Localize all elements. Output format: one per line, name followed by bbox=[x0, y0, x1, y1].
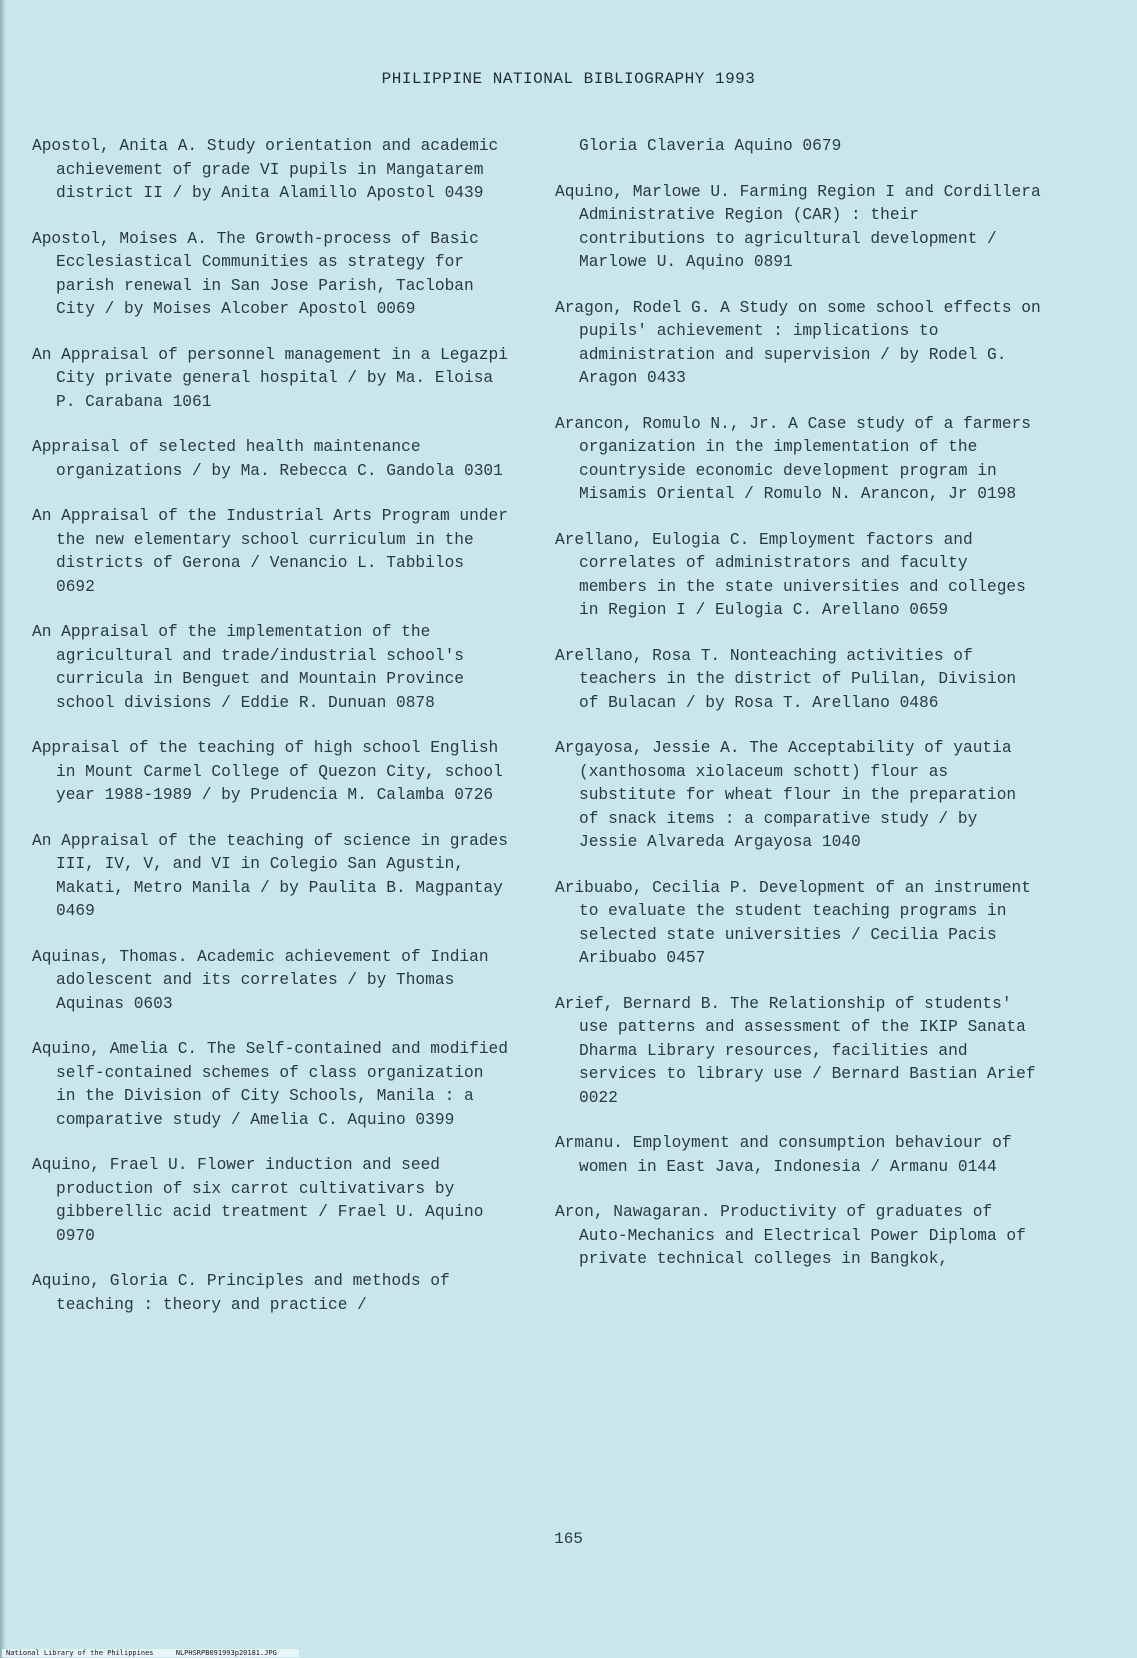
bib-entry: Aragon, Rodel G. A Study on some school effects on pupils' achievement : implications to administration and supervision / by Rodel G. Aragon 0433 bbox=[555, 298, 1041, 387]
bib-entry: Aquino, Amelia C. The Self-contained and modified self-contained schemes of class organization in the Division of City Schools, Manila : a comparative study / Amelia C. Aquino 0399 bbox=[32, 1040, 508, 1129]
bib-entry: Appraisal of selected health maintenance organizations / by Ma. Rebecca C. Gandola 0301 bbox=[32, 438, 503, 480]
right-column bbox=[555, 135, 1045, 1294]
bib-entry: An Appraisal of the teaching of science in grades III, IV, V, and VI in Colegio San Agustin, Makati, Metro Manila / by Paulita B. Magpantay 0469 bbox=[32, 831, 508, 920]
bib-entry: Arancon, Romulo N., Jr. A Case study of a farmers organization in the implementation of the countryside economic development program in Misamis Oriental / Romulo N. Arancon, Jr 0198 bbox=[555, 414, 1031, 503]
scan-edge bbox=[0, 0, 6, 1658]
bib-entry-continuation: Gloria Claveria Aquino 0679 bbox=[579, 137, 842, 155]
bib-entry: Apostol, Moises A. The Growth-process of Basic Ecclesiastical Communities as strategy for parish renewal in San Jose Parish, Tacloban City / by Moises Alcober Apostol 0069 bbox=[32, 229, 479, 318]
left-column bbox=[32, 135, 512, 1339]
footer-library: National Library of the Philippines bbox=[6, 1649, 154, 1657]
bib-entry: Apostol, Anita A. Study orientation and academic achievement of grade VI pupils in Mangatarem district II / by Anita Alamillo Apostol 0439 bbox=[32, 137, 499, 202]
bib-entry: An Appraisal of personnel management in a Legazpi City private general hospital / by Ma. Eloisa P. Carabana 1061 bbox=[32, 345, 508, 411]
bib-entry: Aribuabo, Cecilia P. Development of an instrument to evaluate the student teaching programs in selected state universities / Cecilia Pacis Aribuabo 0457 bbox=[555, 878, 1031, 967]
footer-file: NLPHSRPB091993p20181.JPG bbox=[175, 1649, 277, 1657]
bib-entry: Aquino, Frael U. Flower induction and seed production of six carrot cultivativars by gibberellic acid treatment / Frael U. Aquino 0970 bbox=[32, 1156, 484, 1245]
bib-entry: An Appraisal of the Industrial Arts Program under the new elementary school curriculum in the districts of Gerona / Venancio L. Tabbilos 0692 bbox=[32, 507, 508, 596]
bib-entry: Arellano, Eulogia C. Employment factors and correlates of administrators and faculty members in the state universities and colleges in Region I / Eulogia C. Arellano 0659 bbox=[555, 530, 1026, 619]
page-number: 165 bbox=[554, 1530, 583, 1548]
bib-entry: Aquino, Gloria C. Principles and methods of teaching : theory and practice / bbox=[32, 1272, 450, 1314]
page-header: PHILIPPINE NATIONAL BIBLIOGRAPHY 1993 bbox=[381, 70, 756, 88]
bib-entry: Aquino, Marlowe U. Farming Region I and Cordillera Administrative Region (CAR) : their contributions to agricultural development / Marlowe U. Aquino 0891 bbox=[555, 182, 1041, 271]
bib-entry: Arellano, Rosa T. Nonteaching activities of teachers in the district of Pulilan, Division of Bulacan / by Rosa T. Arellano 0486 bbox=[555, 646, 1017, 712]
bib-entry: Arief, Bernard B. The Relationship of students' use patterns and assessment of the IKIP Sanata Dharma Library resources, facilities and services to library use / Bernard Bastian Arief 0022 bbox=[555, 994, 1036, 1107]
bib-entry: Armanu. Employment and consumption behaviour of women in East Java, Indonesia / Armanu 0144 bbox=[555, 1134, 1012, 1176]
bib-entry: Appraisal of the teaching of high school English in Mount Carmel College of Quezon City, school year 1988-1989 / by Prudencia M. Calamba 0726 bbox=[32, 739, 503, 804]
bib-entry: Argayosa, Jessie A. The Acceptability of yautia (xanthosoma xiolaceum schott) flour as substitute for wheat flour in the preparation of snack items : a comparative study / by Jessie Alvareda Argayosa 1040 bbox=[555, 739, 1017, 851]
bib-entry: Aquinas, Thomas. Academic achievement of Indian adolescent and its correlates / by Thomas Aquinas 0603 bbox=[32, 947, 489, 1013]
bib-entry: Aron, Nawagaran. Productivity of graduates of Auto-Mechanics and Electrical Power Diploma of private technical colleges in Bangkok, bbox=[555, 1203, 1026, 1268]
scan-footer bbox=[2, 1649, 299, 1657]
bib-entry: An Appraisal of the implementation of the agricultural and trade/industrial school's curricula in Benguet and Mountain Province school divisions / Eddie R. Dunuan 0878 bbox=[32, 623, 464, 712]
